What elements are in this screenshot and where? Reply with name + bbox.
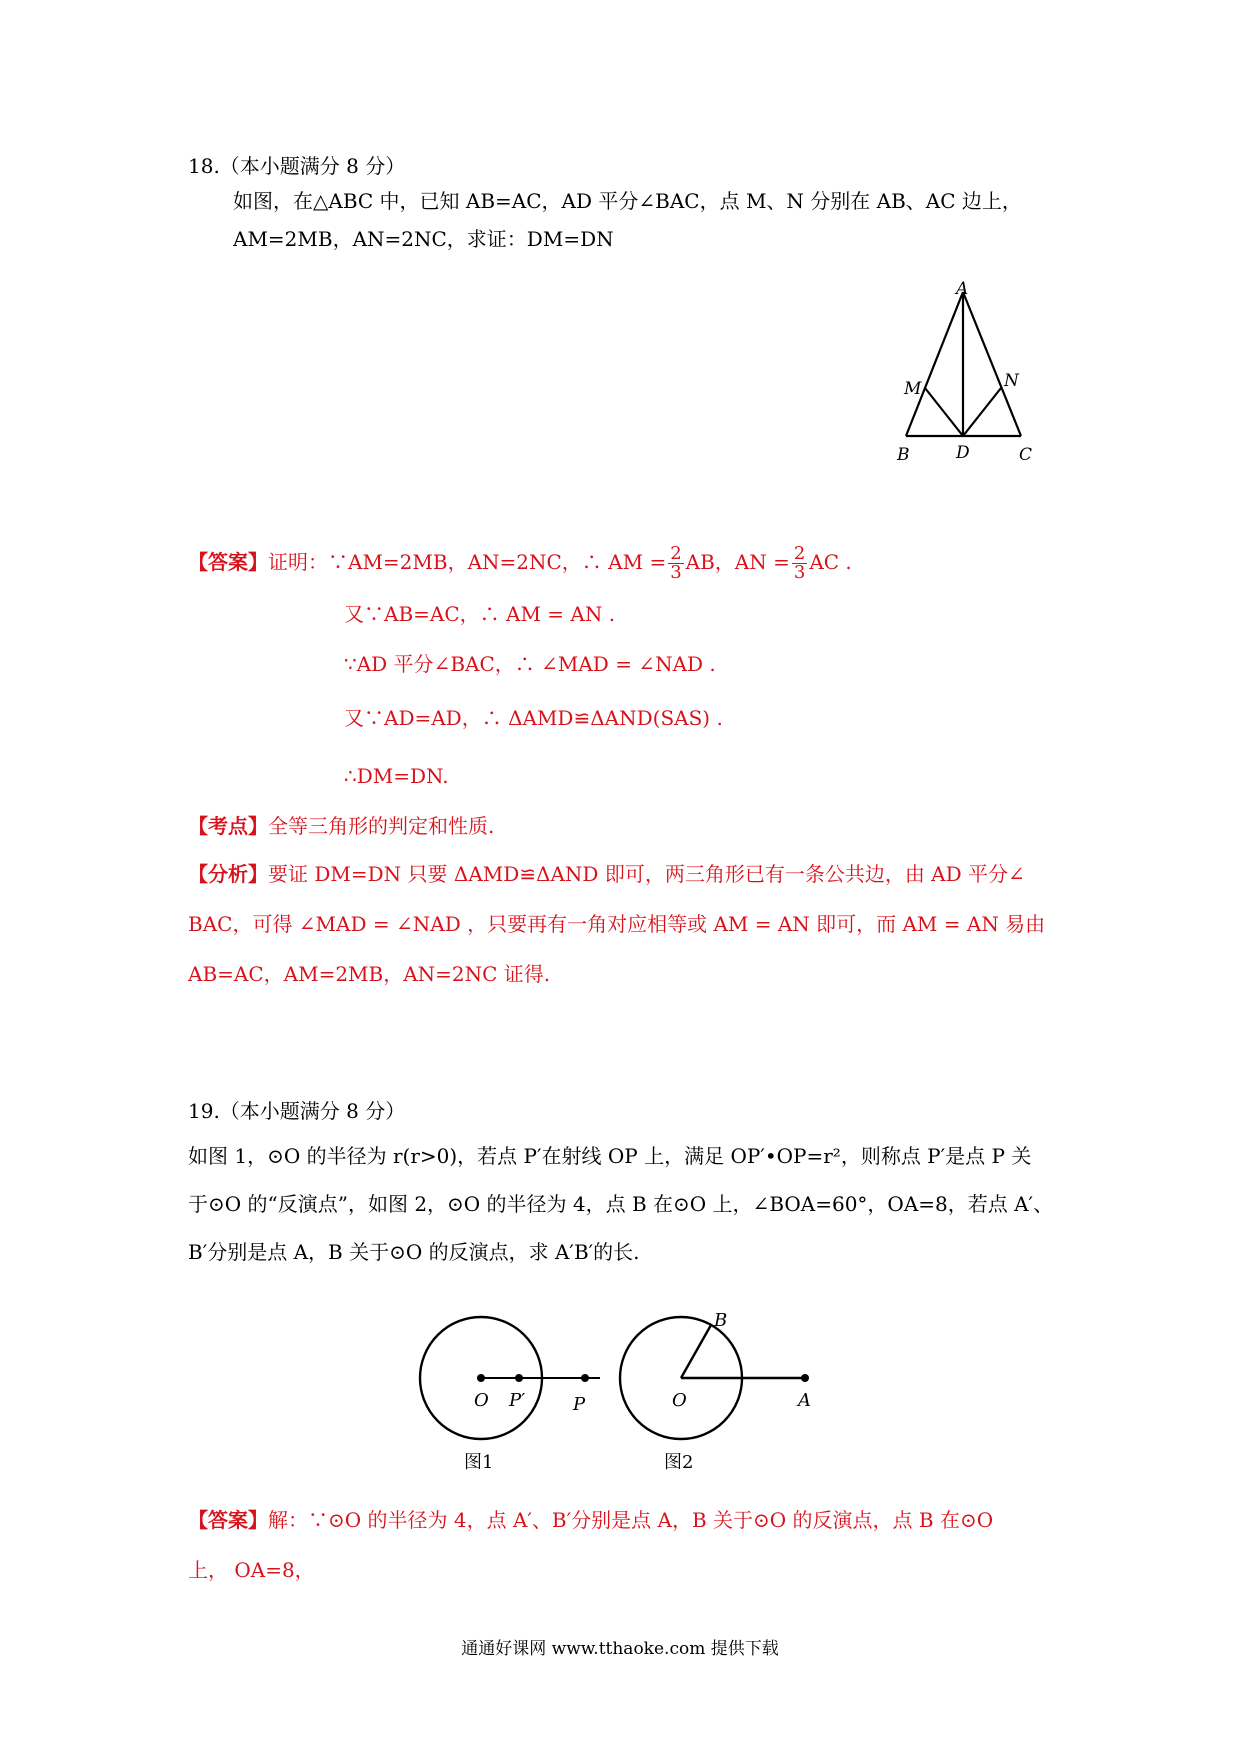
fenxi-text-1: 要证 DM=DN 只要 ΔAMD≌ΔAND 即可，两三角形已有一条公共边，由 AD 平分∠ (268, 862, 1025, 886)
fraction-two-thirds: $\frac{2}{3}$ (670, 543, 682, 583)
q19-stem-line2: 于⊙O 的“反演点”，如图 2，⊙O 的半径为 4，点 B 在⊙O 上，∠BOA=60°，OA=8，若点 A′、 (188, 1192, 1054, 1216)
q18-answer-line2: 又∵AB=AC，∴ AM = AN . (344, 602, 616, 626)
q18-fenxi-line1 (188, 860, 1025, 888)
q18-answer-line1 (188, 542, 852, 582)
q19-figure-2 (610, 1310, 820, 1480)
fig2-caption: 图2 (664, 1452, 694, 1473)
q19-answer-text-1: 解：∵⊙O 的半径为 4，点 A′、B′分别是点 A，B 关于⊙O 的反演点，点 B 在⊙O (268, 1508, 994, 1532)
q19-answer-line2: 上， OA=8， (188, 1558, 315, 1582)
label-C: C (1019, 445, 1033, 465)
q19-header: 19.（本小题满分 8 分） (188, 1099, 406, 1123)
fig1-caption: 图1 (464, 1452, 494, 1473)
q19-stem-line1: 如图 1，⊙O 的半径为 r(r>0)，若点 P′在射线 OP 上，满足 OP′•OP=r²，则称点 P′是点 P 关 (188, 1144, 1032, 1168)
q18-triangle-figure (890, 280, 1050, 470)
fig2-label-A: A (798, 1390, 811, 1411)
q18-answer-line3: ∵AD 平分∠BAC，∴ ∠MAD = ∠NAD . (344, 652, 716, 676)
kaodian-tag: 【考点】 (188, 814, 268, 838)
q19-answer-line1 (188, 1506, 993, 1534)
answer-tag: 【答案】 (188, 550, 268, 574)
fig2-label-O: O (672, 1390, 687, 1411)
q18-fenxi-line2: BAC，可得 ∠MAD = ∠NAD ，只要再有一角对应相等或 AM = AN 即可，而 AM = AN 易由 (188, 912, 1046, 936)
q18-kaodian (188, 812, 494, 840)
q19-figure-1 (410, 1310, 610, 1480)
fig1-label-O: O (474, 1390, 489, 1411)
q18-answer-line4: 又∵AD=AD，∴ ΔAMD≌ΔAND(SAS) . (344, 706, 723, 730)
label-D: D (956, 443, 970, 463)
answer-line1-post: AC . (809, 550, 852, 574)
label-B: B (897, 445, 910, 465)
label-M: M (904, 379, 922, 399)
answer-line1-mid: AB，AN = (685, 550, 790, 574)
label-A: A (956, 280, 969, 299)
fig1-label-P: P (573, 1394, 586, 1415)
fraction-two-thirds-2: $\frac{2}{3}$ (793, 543, 806, 583)
answer-line1-pre: 证明：∵AM=2MB，AN=2NC，∴ AM = (268, 550, 667, 574)
fenxi-tag: 【分析】 (188, 862, 268, 886)
label-N: N (1004, 371, 1019, 391)
q19-stem-line3: B′分别是点 A，B 关于⊙O 的反演点，求 A′B′的长. (188, 1240, 640, 1264)
fig1-label-P-prime: P′ (509, 1390, 526, 1411)
q18-fenxi-line3: AB=AC，AM=2MB，AN=2NC 证得. (188, 962, 551, 986)
fig2-label-B: B (714, 1310, 728, 1331)
q18-answer-line5: ∴DM=DN. (344, 764, 449, 788)
q19-answer-tag: 【答案】 (188, 1508, 268, 1532)
q18-stem-line2: AM=2MB，AN=2NC，求证：DM=DN (233, 227, 614, 251)
page-footer: 通通好课网 www.tthaoke.com 提供下载 (461, 1639, 779, 1659)
q18-stem-line1: 如图，在△ABC 中，已知 AB=AC，AD 平分∠BAC，点 M、N 分别在 AB、AC 边上， (233, 189, 1022, 213)
kaodian-text: 全等三角形的判定和性质. (268, 814, 495, 838)
q18-header: 18.（本小题满分 8 分） (188, 154, 406, 178)
